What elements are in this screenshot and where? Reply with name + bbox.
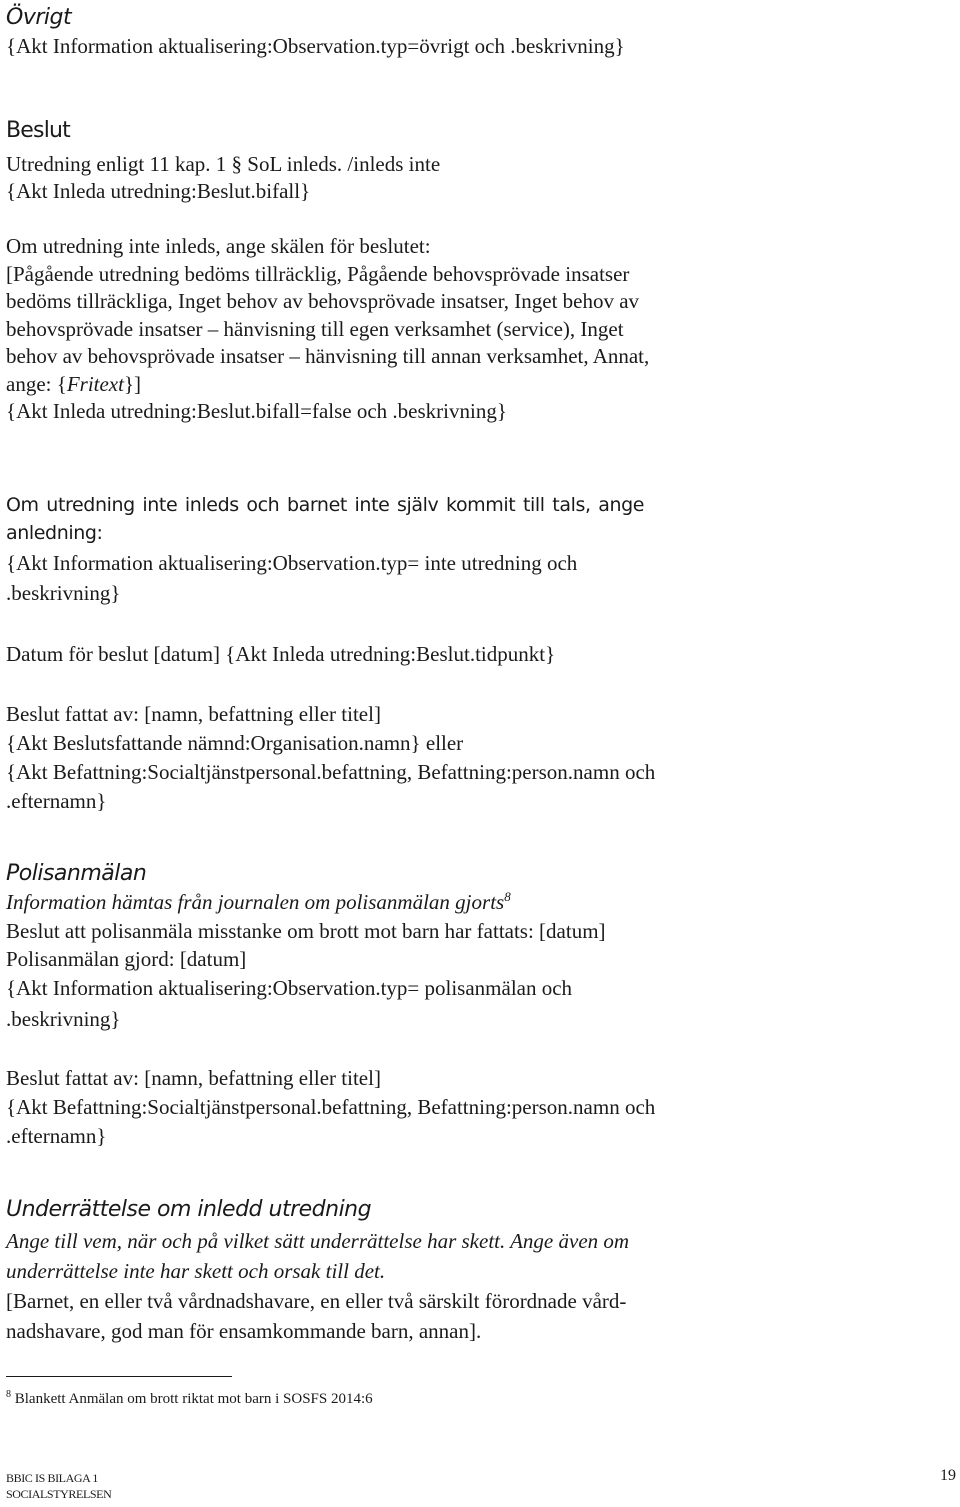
polis-paragraph [6,917,946,1035]
text-line: .beskrivning} [6,1007,121,1031]
text-line: [Barnet, en eller två vårdnadshavare, en eller två särskilt förordnade vård- [6,1289,627,1313]
text-line: {Akt Information aktualisering:Observation.typ= inte utredning och [6,551,578,575]
footer-socialstyrelsen: SOCIALSTYRELSEN [6,1487,112,1501]
text-line: bedöms tillräckliga, Inget behov av behovsprövade insatser, Inget behov av [6,289,640,313]
page-number: 19 [940,1467,956,1484]
text-line [6,371,946,399]
footnote-text: Blankett Anmälan om brott riktat mot barn i SOSFS 2014:6 [14,1391,373,1407]
polis-fattat-paragraph [6,1064,946,1151]
ovrigt-akt-line: {Akt Information aktualisering:Observation.typ=övrigt och .beskrivning} [6,34,625,58]
footnote-ref: 8 [504,889,511,904]
beslut-datum-line: Datum för beslut [datum] {Akt Inleda utredning:Beslut.tidpunkt} [6,642,556,666]
beslut-fattat-paragraph [6,700,946,816]
beslut-anledning-paragraph [6,492,946,607]
text-line: Beslut fattat av: [namn, befattning eller titel] [6,1066,381,1090]
text-line: {Akt Inleda utredning:Beslut.bifall=false och .beskrivning} [6,399,507,423]
section-heading-polisanmalan: Polisanmälan [6,861,147,886]
polis-info-text: Information hämtas från journalen om polisanmälan gjorts [6,890,505,914]
fritext-placeholder: Fritext [66,371,124,396]
page-footer-left [6,1470,111,1502]
text-line: Polisanmälan gjord: [datum] [6,947,247,971]
polis-info-line [6,889,946,916]
text-line: [Pågående utredning bedöms tillräcklig, Pågående behovsprövade insatser [6,261,630,286]
beslut-line-1: Utredning enligt 11 kap. 1 § SoL inleds. /inleds inte [6,152,441,176]
ange-prefix: ange: { [6,371,67,396]
beslut-skal-paragraph [6,233,946,426]
underrattelse-paragraph [6,1226,946,1346]
text-line: Beslut fattat av: [namn, befattning eller titel] [6,702,381,726]
text-line: Ange till vem, när och på vilket sätt underrättelse har skett. Ange även om [6,1229,630,1253]
text-line: {Akt Beslutsfattande nämnd:Organisation.namn} eller [6,731,464,755]
text-line: {Akt Befattning:Socialtjänstpersonal.befattning, Befattning:person.namn och [6,1095,656,1119]
text-line: behovsprövade insatser – hänvisning till egen verksamhet (service), Inget [6,316,624,341]
text-line: Om utredning inte inleds och barnet inte själv kommit till tals, ange [6,494,645,516]
text-line: .efternamn} [6,1124,107,1148]
ange-suffix: }] [123,371,142,396]
text-line: {Akt Befattning:Socialtjänstpersonal.befattning, Befattning:person.namn och [6,760,656,784]
footer-bbic: BBIC IS BILAGA 1 [6,1471,98,1485]
text-line: {Akt Information aktualisering:Observation.typ= polisanmälan och [6,976,573,1000]
footnote-divider [6,1376,232,1377]
section-heading-underrattelse: Underrättelse om inledd utredning [6,1197,372,1222]
text-line: Beslut att polisanmäla misstanke om brott mot barn har fattats: [datum] [6,919,606,943]
text-line: behov av behovsprövade insatser – hänvisning till annan verksamhet, Annat, [6,344,650,368]
footnote [6,1389,373,1409]
section-heading-beslut: Beslut [6,118,70,143]
text-line: nadshavare, god man för ensamkommande barn, annan]. [6,1319,482,1343]
text-line: Om utredning inte inleds, ange skälen för beslutet: [6,234,431,258]
text-line: .efternamn} [6,789,107,813]
text-line: .beskrivning} [6,580,121,605]
section-heading-ovrigt: Övrigt [6,5,72,30]
beslut-line-2: {Akt Inleda utredning:Beslut.bifall} [6,179,311,203]
footnote-number: 8 [6,1389,11,1400]
text-line: anledning: [6,521,103,544]
text-line: underrättelse inte har skett och orsak till det. [6,1259,386,1283]
